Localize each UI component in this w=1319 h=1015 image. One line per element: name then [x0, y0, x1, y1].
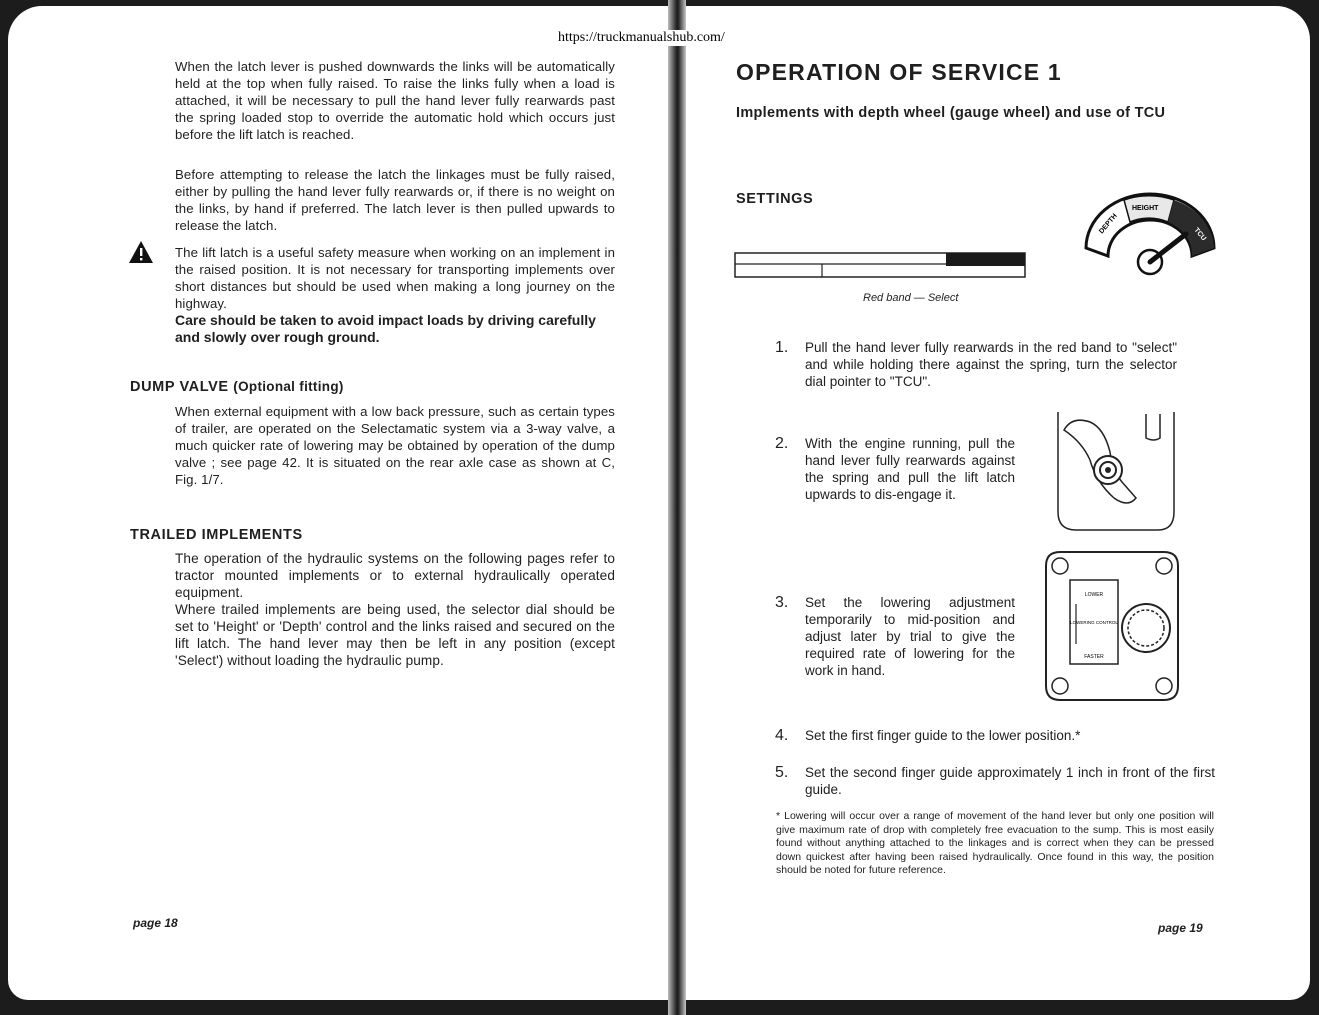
- step-number: 2.: [775, 435, 789, 452]
- dial-label-depth: DEPTH: [1098, 212, 1119, 236]
- latch-paragraph-2: Before attempting to release the latch the linkages must be fully raised, either by pulling the hand lever fully rearwards or, if there is no weight on the links, by hand if preferred. The latch lever is then pulled upwards to release the latch.: [175, 167, 615, 233]
- trailed-text-1: The operation of the hydraulic systems on the following pages refer to tractor mounted implements or to external hydraulically operated equipment.: [175, 551, 615, 600]
- step-text: Set the second finger guide approximately 1 inch in front of the first guide.: [805, 765, 1215, 797]
- step-5: [775, 764, 1215, 798]
- step-text: Set the first finger guide to the lower position.*: [805, 728, 1081, 743]
- step-number: 4.: [775, 727, 789, 744]
- latch-paragraph-1: When the latch lever is pushed downwards the links will be automatically held at the top when fully raised. To raise the links fully when a load is attached, it will be necessary to pull the hand lever fully rearwards past the spring loaded stop to override the automatic hold which occurs just before the lift latch is reached.: [175, 59, 615, 142]
- step-4: [775, 727, 1215, 744]
- dump-valve-heading: [130, 379, 344, 395]
- step-1: [775, 339, 1177, 390]
- step-text: Set the lowering adjustment temporarily to mid-position and adjust later by trial to give the required rate of lowering for the work in hand.: [805, 595, 1015, 678]
- step-number: 3.: [775, 594, 789, 611]
- selector-dial-diagram: [1078, 190, 1220, 282]
- control-label-lowering: LOWERING CONTROL: [1070, 620, 1118, 625]
- band-caption: Red band — Select: [863, 292, 959, 304]
- red-band-select: [946, 253, 1025, 266]
- step-2: [775, 435, 1015, 503]
- step-number: 5.: [775, 764, 789, 781]
- page-title: OPERATION OF SERVICE 1: [736, 59, 1062, 85]
- step-text: With the engine running, pull the hand lever fully rearwards against the spring and pull the lift latch upwards to dis-engage it.: [805, 436, 1015, 502]
- page-subtitle: Implements with depth wheel (gauge wheel) and use of TCU: [736, 105, 1166, 121]
- warning-icon: [128, 240, 154, 264]
- warning-bold-text: Care should be taken to avoid impact loads by driving carefully and slowly over rough ground.: [175, 312, 596, 345]
- page-number-right: page 19: [1158, 921, 1203, 935]
- lift-latch-diagram: [1050, 408, 1178, 534]
- settings-heading: SETTINGS: [736, 191, 814, 207]
- dump-valve-text: When external equipment with a low back pressure, such as certain types of trailer, are operated on the Selectamatic system via a 3-way valve, a much quicker rate of lowering may be obtained by operation of the dump valve ; see page 42. It is situated on the rear axle case as shown at C, Fig. 1/7.: [175, 404, 615, 487]
- dump-valve-optional: (Optional fitting): [233, 379, 344, 394]
- dump-valve-title: DUMP VALVE: [130, 379, 229, 395]
- step-3: [775, 594, 1015, 679]
- page-number-left: page 18: [133, 916, 178, 930]
- trailed-text-2: Where trailed implements are being used, the selector dial should be set to 'Height' or 'Depth' control and the links raised and secured on the lift latch. The hand lever may then be left in any position (except 'Select') without loading the hydraulic pump.: [175, 602, 615, 668]
- dial-label-tcu: TCU: [1192, 226, 1208, 243]
- lever-band-diagram: [734, 250, 1028, 280]
- left-page: [8, 6, 676, 1000]
- control-label-lower: LOWER: [1084, 592, 1104, 598]
- lowering-control-diagram: [1040, 548, 1184, 704]
- book-spine: [668, 0, 686, 1015]
- control-label-faster: FASTER: [1084, 654, 1104, 660]
- footnote: * Lowering will occur over a range of movement of the hand lever but only one position will give maximum rate of drop with completely free evacuation to the sump. This is most easily found without anything attached to the linkages and is correct when they can be pressed down quickest after having been raised hydraulically. Once found in this way, the position should be noted for future reference.: [776, 810, 1214, 876]
- dial-label-height: HEIGHT: [1132, 205, 1159, 212]
- trailed-implements-heading: TRAILED IMPLEMENTS: [130, 527, 303, 543]
- step-number: 1.: [775, 339, 789, 356]
- warning-text: The lift latch is a useful safety measure when working on an implement in the raised position. It is not necessary for transporting implements over short distances but should be used when making a long journey on the highway.: [175, 245, 615, 311]
- source-url[interactable]: https://truckmanualshub.com/: [558, 30, 725, 45]
- step-text: Pull the hand lever fully rearwards in the red band to "select" and while holding there against the spring, turn the selector dial pointer to "TCU".: [805, 340, 1177, 389]
